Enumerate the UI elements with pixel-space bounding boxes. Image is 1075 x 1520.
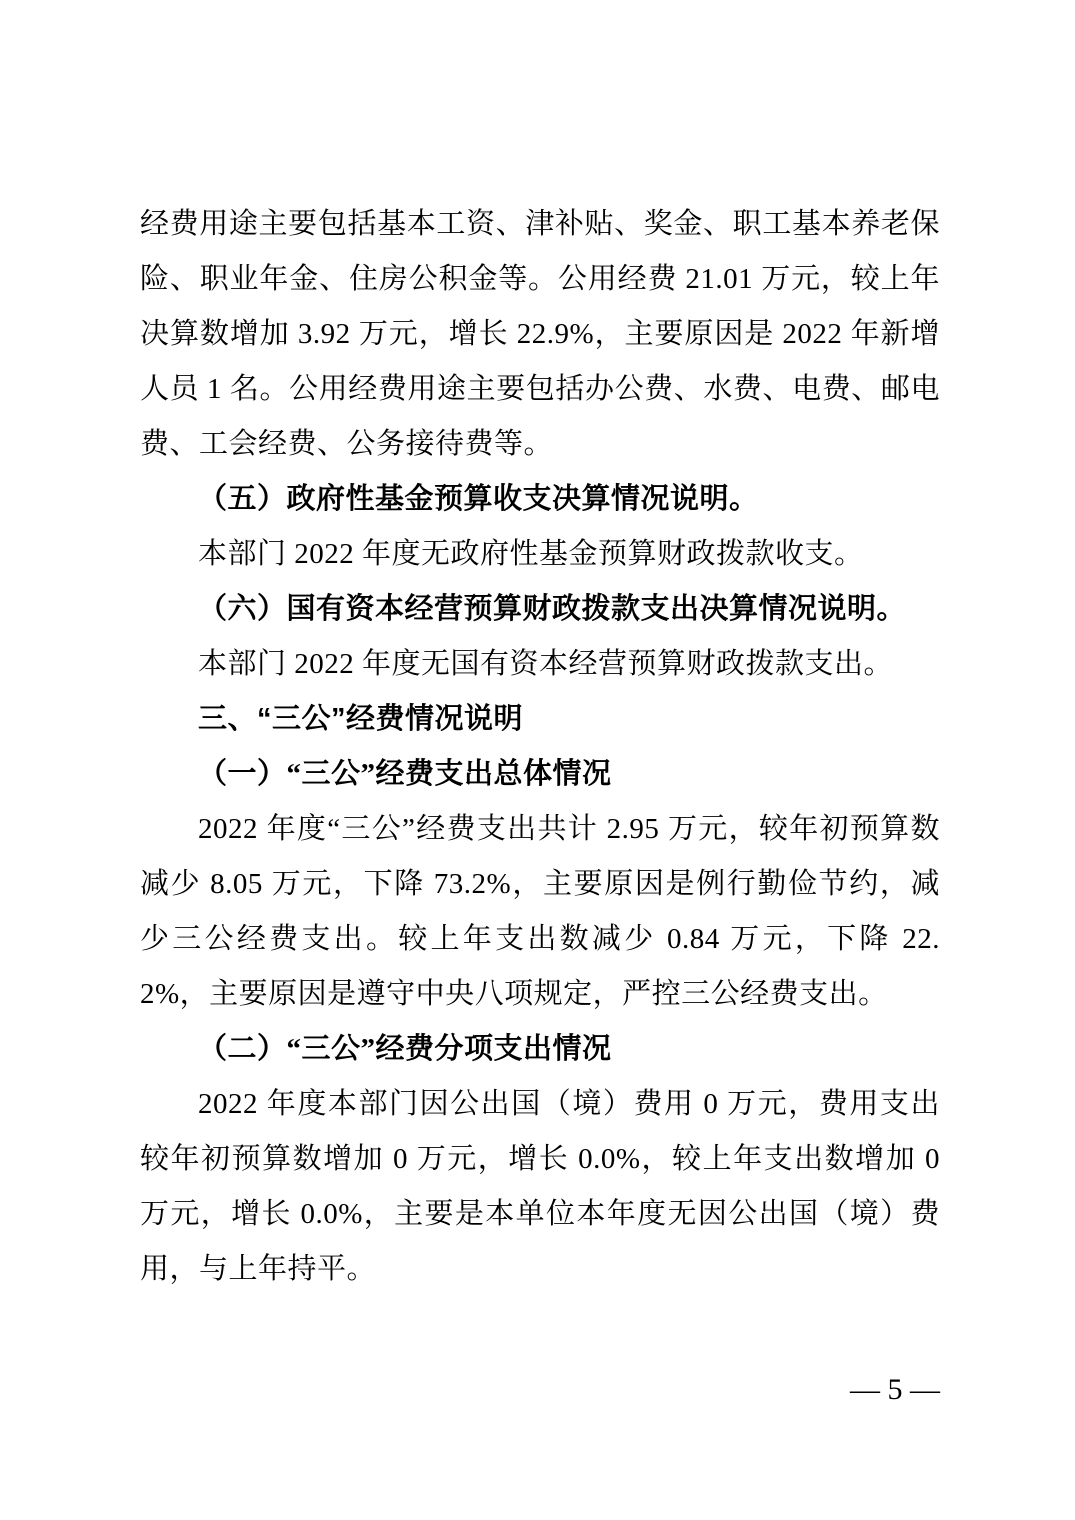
sub-heading-overall-expenditure: （一）“三公”经费支出总体情况 bbox=[198, 758, 612, 790]
paragraph-overseas-travel-detail: 2022 年度本部门因公出国（境）费用 0 万元，费用支出较年初预算数增加 0 万元，增长 0.0%，较上年支出数增加 0 万元，增长 0.0%，主要是本单位本年度无因公出国（境）费用，与上年持平。 bbox=[140, 1088, 940, 1285]
sub-heading-section-5-government-fund: （五）政府性基金预算收支决算情况说明。 bbox=[198, 483, 759, 515]
paragraph-no-state-capital: 本部门 2022 年度无国有资本经营预算财政拨款支出。 bbox=[198, 648, 894, 680]
document-body bbox=[140, 197, 940, 1297]
main-heading-three-public-expenses: 三、“三公”经费情况说明 bbox=[198, 703, 524, 735]
sub-heading-itemized-expenditure: （二）“三公”经费分项支出情况 bbox=[198, 1033, 612, 1065]
sub-heading-section-6-state-capital: （六）国有资本经营预算财政拨款支出决算情况说明。 bbox=[198, 593, 907, 625]
paragraph-no-government-fund: 本部门 2022 年度无政府性基金预算财政拨款收支。 bbox=[198, 538, 864, 570]
page-number: — 5 — bbox=[850, 1373, 940, 1406]
paragraph-public-funds-continued: 经费用途主要包括基本工资、津补贴、奖金、职工基本养老保险、职业年金、住房公积金等。公用经费 21.01 万元，较上年决算数增加 3.92 万元，增长 22.9%，主要原因是 2022 年新增人员 1 名。公用经费用途主要包括办公费、水费、电费、邮电费、工会经费、公务接待费等。 bbox=[140, 208, 940, 460]
paragraph-overall-expenditure-detail: 2022 年度“三公”经费支出共计 2.95 万元，较年初预算数减少 8.05 万元，下降 73.2%，主要原因是例行勤俭节约，减少三公经费支出。较上年支出数减少 0.84 万元，下降 22.2%，主要原因是遵守中央八项规定，严控三公经费支出。 bbox=[140, 813, 940, 1010]
